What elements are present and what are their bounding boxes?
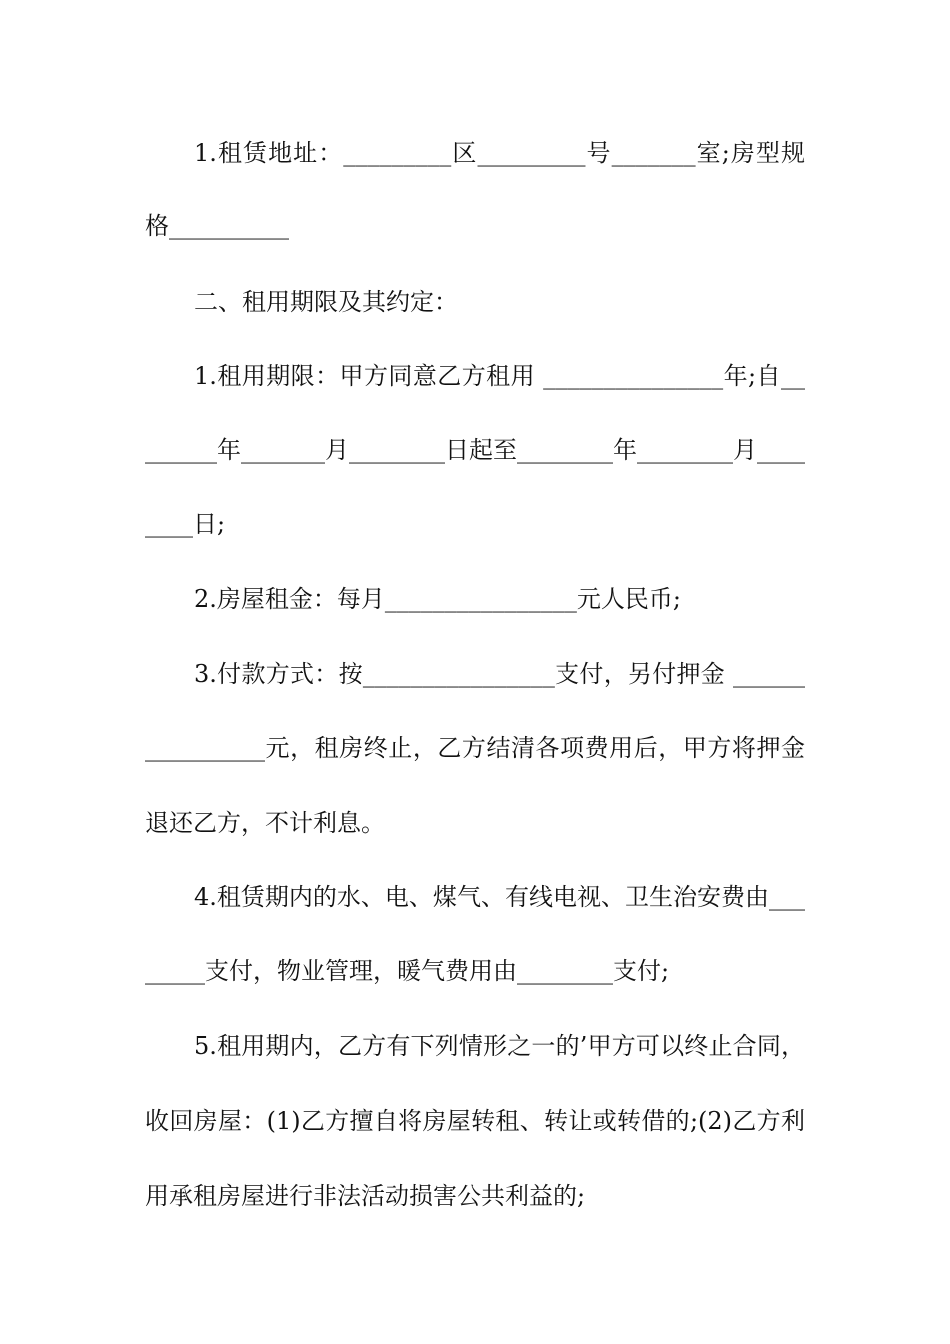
clause-payment: 3.付款方式：按________________支付，另付押金 ______ <box>194 660 805 688</box>
clause-rent: 2.房屋租金：每月________________元人民币; <box>194 585 681 613</box>
section-heading-term: 二、租用期限及其约定： <box>194 288 458 316</box>
clause-termination-end: 用承租房屋进行非法活动损害公共利益的; <box>145 1182 586 1210</box>
clause-payment-cont: __________元，租房终止，乙方结清各项费用后，甲方将押金 <box>145 734 805 762</box>
clause-rental-term-cont: ______年_______月________日起至________年________月____ <box>145 436 805 464</box>
clause-termination-cont: 收回房屋：(1)乙方擅自将房屋转租、转让或转借的;(2)乙方利 <box>145 1107 805 1135</box>
clause-rental-address: 1.租赁地址：_________区_________号_______室;房型规 <box>194 139 805 167</box>
clause-rental-address-cont: 格__________ <box>145 212 289 240</box>
clause-termination: 5.租用期内，乙方有下列情形之一的’甲方可以终止合同， <box>194 1032 805 1060</box>
clause-rental-term: 1.租用期限：甲方同意乙方租用 _______________年;自__ <box>194 362 805 390</box>
clause-utilities-cont: _____支付，物业管理，暖气费用由________支付; <box>145 957 670 985</box>
clause-payment-end: 退还乙方，不计利息。 <box>145 809 385 837</box>
clause-rental-term-end: ____日; <box>145 510 226 538</box>
clause-utilities: 4.租赁期内的水、电、煤气、有线电视、卫生治安费由___ <box>194 883 805 911</box>
